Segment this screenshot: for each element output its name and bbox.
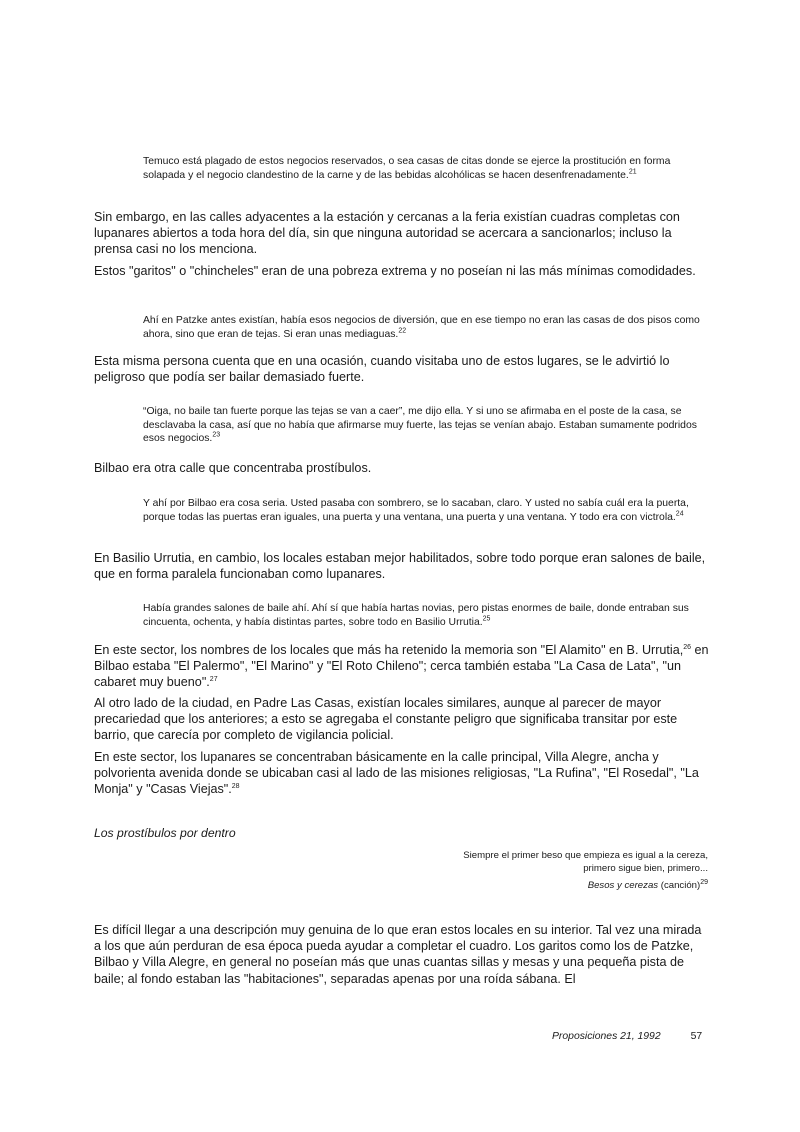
footnote-ref: 26 xyxy=(683,643,692,651)
page-footer xyxy=(552,1031,702,1042)
journal-citation: Proposiciones 21, 1992 xyxy=(552,1031,661,1042)
paragraph-text: En este sector, los nombres de los locales que más ha retenido la memoria son "El Alamito" en B. Urrutia, xyxy=(94,643,684,657)
body-paragraph-5: En Basilio Urrutia, en cambio, los locales estaban mejor habilitados, sobre todo porque eran salones de baile, que en forma paralela funcionaban como lupanares. xyxy=(94,551,706,582)
quote-text: “Oiga, no baile tan fuerte porque las tejas se van a caer”, me dijo ella. Y si uno se afirmaba en el poste de la casa, se desclavaba la casa, así que no había que afirmarse muy fuerte, las tejas se venían abajo. Estaban sumamente podridos esos negocios. xyxy=(143,406,697,444)
body-paragraph-8 xyxy=(94,749,710,798)
epigraph xyxy=(348,849,708,892)
body-paragraph-6 xyxy=(94,642,710,691)
body-paragraph-4: Bilbao era otra calle que concentraba prostíbulos. xyxy=(94,461,372,475)
body-paragraph-1: Sin embargo, en las calles adyacentes a la estación y cercanas a la feria existían cuadras completas con lupanares abiertos a toda hora del día, sin que ninguna autoridad se acercara a sancionarlos; incluso la prensa casi no los menciona. xyxy=(94,210,680,257)
block-quote-2 xyxy=(143,314,708,341)
body-paragraph-7: Al otro lado de la ciudad, en Padre Las Casas, existían locales similares, aunque al parecer de mayor precariedad que los anteriores; a esto se agregaba el constante peligro que significaba transitar por este barrio, que carecía por completo de vigilancia policial. xyxy=(94,696,678,743)
block-quote-5 xyxy=(143,602,708,629)
epigraph-source xyxy=(348,879,708,892)
block-quote-1 xyxy=(143,155,708,182)
footnote-ref: 29 xyxy=(700,878,708,886)
epigraph-source-title: Besos y cerezas xyxy=(587,880,659,891)
block-quote-3 xyxy=(143,405,708,446)
quote-text: Y ahí por Bilbao era cosa seria. Usted pasaba con sombrero, se lo sacaban, claro. Y usted no sabía cuál era la puerta, porque todas las puertas eran iguales, una puerta y una ventana, una puerta y una ventana. Y todo era con victrola. xyxy=(143,498,689,523)
footnote-ref: 23 xyxy=(212,431,221,439)
quote-text: Había grandes salones de baile ahí. Ahí sí que había hartas novias, pero pistas enormes de baile, donde entraban sus cincuenta, ochenta, y había distintas partes, sobre todo en Basilio Urrutia. xyxy=(143,603,689,628)
block-quote-4 xyxy=(143,497,708,524)
body-paragraph-3: Esta misma persona cuenta que en una ocasión, cuando visitaba uno de estos lugares, se le advirtió lo peligroso que podía ser bailar demasiado fuerte. xyxy=(94,354,670,385)
epigraph-source-suffix: (canción) xyxy=(658,880,701,891)
paragraph-text: En este sector, los lupanares se concentraban básicamente en la calle principal, Villa Alegre, ancha y polvorienta avenida donde se ubicaban casi al lado de las misiones religiosas, "La Rufina", "El Rosedal", "La Monja" y "Casas Viejas". xyxy=(94,750,699,797)
body-paragraph-9: Es difícil llegar a una descripción muy genuina de lo que eran estos locales en su interior. Tal vez una mirada a los que aún perduran de esa época pueda ayudar a completar el cuadro. Los garitos como los de Patzke, Bilbao y Villa Alegre, en general no poseían más que unas cuantas sillas y mesas y una pequeña pista de baile; al fondo estaban las "habitaciones", separadas apenas por una roída sábana. El xyxy=(94,923,702,986)
paragraph-text: en Bilbao estaba "El Palermo", "El Marino" y "El Roto Chileno"; cerca también estaba "La Casa de Lata", "un cabaret muy bueno". xyxy=(94,643,709,690)
footnote-ref: 28 xyxy=(231,783,240,791)
quote-text: Ahí en Patzke antes existían, había esos negocios de diversión, que en ese tiempo no eran las casas de dos pisos como ahora, sino que eran de tejas. Si eran unas mediaguas. xyxy=(143,315,700,340)
footnote-ref: 22 xyxy=(398,327,407,335)
section-heading: Los prostíbulos por dentro xyxy=(94,826,236,840)
footnote-ref: 25 xyxy=(482,615,491,623)
footnote-ref: 24 xyxy=(675,510,684,518)
epigraph-line: Siempre el primer beso que empieza es igual a la cereza, xyxy=(463,850,708,861)
page-number: 57 xyxy=(690,1031,703,1042)
quote-text: Temuco está plagado de estos negocios reservados, o sea casas de citas donde se ejerce la prostitución en forma solapada y el negocio clandestino de la carne y de las bebidas alcohólicas se hacen desenfrenadamente. xyxy=(143,156,671,181)
footnote-ref: 27 xyxy=(209,676,218,684)
footnote-ref: 21 xyxy=(628,168,637,176)
epigraph-line: primero sigue bien, primero... xyxy=(583,863,708,874)
body-paragraph-2: Estos "garitos" o "chincheles" eran de una pobreza extrema y no poseían ni las más mínimas comodidades. xyxy=(94,264,696,278)
